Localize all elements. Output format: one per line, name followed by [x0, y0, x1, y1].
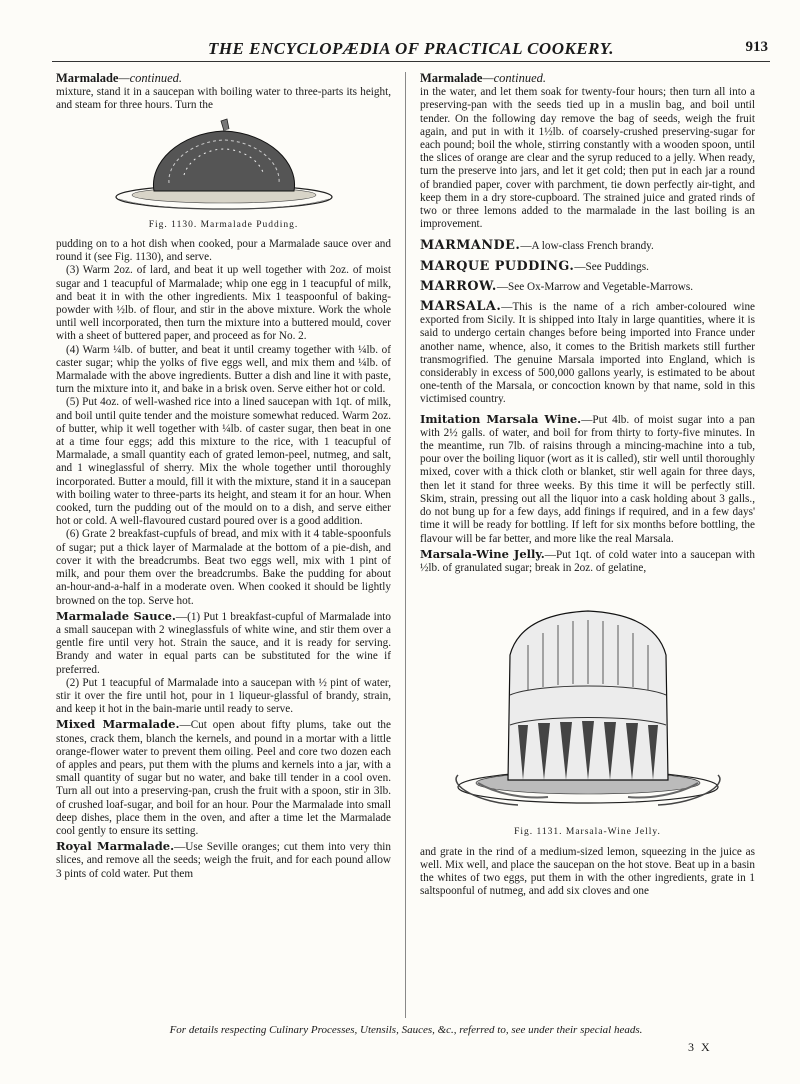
continued-headword: Marmalade: [56, 71, 119, 85]
entry-headword: Marsala-Wine Jelly.: [420, 546, 545, 561]
paragraph: (4) Warm ¼lb. of butter, and beat it until creamy together with ¼lb. of caster sugar; whip the yolks of five eggs well, and mix them and ¼lb. of Marmalade with the above ingredients. Butter a dish and line it with paste, turn the mixture into it, and bake in a brisk oven. Serve either hot or cold.: [56, 343, 391, 396]
entry-headword: Mixed Marmalade.: [56, 717, 180, 732]
entry-text: —(1) Put 1 breakfast-cupful of Marmalade into a small saucepan with 2 wineglassfuls of white wine, and stir them over a gentle fire until very hot. Strain the sauce, and it is ready for serving. Brandy and water in equal parts can be substituted for the wine if preferred.: [56, 610, 392, 676]
figure-caption: Fig. 1130. Marmalade Pudding.: [148, 219, 299, 230]
entry-mixed-marmalade: [56, 718, 391, 838]
entry-headword: MARMANDE.: [420, 238, 521, 254]
entry-headword: MARQUE PUDDING.: [420, 258, 575, 274]
page-footer-note: For details respecting Culinary Processes, Utensils, Sauces, &c., referred to, see under their special heads.: [169, 1024, 643, 1036]
marmalade-pudding-illustration: [109, 113, 339, 213]
entry-marmande: [420, 239, 755, 253]
entry-text: —Cut open about fifty plums, take out the stones, crack them, blanch the kernels, and pound in a mortar with a little orange-flower water to prevent them oiling. Peel and core two dozen each of apples and pears, put them with the plums and kernels into a jar, with a small quantity of sugar but no water, and bake till tender in a cool oven. Turn all out into a preserving-pan, crush the fruit with a spoon, stir in 3lb. of crushed loaf-sugar, and boil for an hour. Pour the Marmalade into small deep dishes, place them in the oven, and after a time let the Marmalade cool gently to ensure its setting.: [56, 719, 391, 837]
continued-label: —continued.: [482, 71, 547, 85]
signature-mark: 3 X: [688, 1040, 712, 1054]
entry-headword: MARROW.: [420, 278, 497, 294]
paragraph: (6) Grate 2 breakfast-cupfuls of bread, and mix with it 4 table-spoonfuls of sugar; put a thick layer of Marmalade at the bottom of a pie-dish, and cover it with the breadcrumbs. Beat two eggs well, mix with 1 pint of milk, and pour them over the breadcrumbs. Bake the pudding for about an-hour-and-a-half in a moderate oven. When cooked it should be lightly browned on the top. Serve hot.: [56, 528, 391, 607]
entry-text: —See Puddings.: [574, 260, 649, 273]
entry-text: —Use Seville oranges; cut them into very thin slices, and remove all the seeds; weigh the fruit, and for each pound allow 3 pints of cold water. Put them: [56, 841, 392, 880]
entry-marque-pudding: [420, 260, 755, 274]
page-number: 913: [745, 39, 768, 55]
entry-text: —This is the name of a rich amber-coloured wine exported from Sicily. It is shipped into Italy in large quantities, where it is said to undergo certain changes before being imported into France under another name, whence, also, it comes to the British markets still further transmogrified. The genuine Marsala imported into England, which is considerably in excess of 500,000 gallons yearly, is estimated to be about one-tenth of the Marsala, or concoction known by that name, sold in this victimised country.: [420, 301, 755, 406]
paragraph: in the water, and let them soak for twenty-four hours; then turn all into a preserving-pan with the seeds tied up in a muslin bag, and boil until tender. On the following day remove the bag of seeds, weigh the fruit again, and put in with it 1½lb. of coarsely-crushed preserving-sugar for each pound; boil the whole, stirring constantly with a wooden spoon, until the slices of orange are clear and the syrup reduced to a jelly. When ready, turn the preserve into jars, and let it get cold; then put in each jar a round of brandied paper, cover with parchment, tie down perfectly air-tight, and keep them in a dry store-cupboard. The strained juice and grated rinds of two or three lemons added to the marmalade in the last boiling is an improvement.: [420, 86, 755, 231]
entry-headword: Royal Marmalade.: [56, 839, 175, 854]
entry-marmalade-sauce: [56, 610, 391, 677]
entry-marrow: [420, 280, 755, 294]
paragraph: (5) Put 4oz. of well-washed rice into a lined saucepan with 1qt. of milk, and boil until quite tender and the moisture somewhat reduced. Warm 2oz. of butter, whip it well together with ¼lb. of caster sugar, then beat in one at a time four eggs; add this mixture to the rice, with 1 teacupful of Marmalade, a small quantity each of grated lemon-peel, nutmeg, and salt, and 1 wineglassful of sherry. Mix the whole together until thoroughly incorporated. Butter a mould, fill it with the mixture, stand it in a saucepan with boiling water to three-parts its height, and steam it for an hour. When cooked, turn the pudding out of the mould on to a dish, and serve either hot or cold. A well-flavoured custard poured over is a good addition.: [56, 396, 391, 528]
paragraph: and grate in the rind of a medium-sized lemon, squeezing in the juice as well. Mix well, and place the saucepan on the hot stove. Beat up in a basin the whites of two eggs, put them in with the other ingredients, grate in 1 saltspoonful of nutmeg, and add six cloves and one: [420, 845, 755, 898]
paragraph: mixture, stand it in a saucepan with boiling water to three-parts its height, and steam for three hours. Turn the: [56, 86, 391, 112]
page-header-title: THE ENCYCLOPÆDIA OF PRACTICAL COOKERY.: [207, 39, 615, 58]
right-column: [420, 72, 755, 898]
continued-label: —continued.: [118, 71, 183, 85]
entry-headword: Imitation Marsala Wine.: [420, 411, 582, 426]
continued-headword: Marmalade: [420, 71, 483, 85]
entry-text: —Put 1qt. of cold water into a saucepan with ½lb. of granulated sugar; break in 2oz. of gelatine,: [420, 548, 755, 574]
figure-marmalade-pudding: [56, 113, 391, 232]
entry-imitation-marsala: [420, 413, 755, 546]
paragraph: (3) Warm 2oz. of lard, and beat it up well together with 2oz. of moist sugar and 1 teacupful of Marmalade; whip one egg in 1 teacupful of milk, and beat it in with the other ingredients. Mix 1 teaspoonful of baking-powder with ½lb. of flour, and stir in the above mixture. Work the whole until well incorporated, then turn the mixture into a buttered mould, cover with a sheet of buttered paper, and proceed as for No. 2.: [56, 264, 391, 343]
entry-text: —See Ox-Marrow and Vegetable-Marrows.: [496, 280, 693, 293]
paragraph: (2) Put 1 teacupful of Marmalade into a saucepan with ½ pint of water, stir it over the fire until hot, pour in 1 liqueur-glassful of brandy, strain, and keep it hot in the bain-marie until ready to serve.: [56, 676, 391, 716]
continued-heading: [56, 72, 391, 85]
paragraph: pudding on to a hot dish when cooked, pour a Marmalade sauce over and round it (see Fig. 1130), and serve.: [56, 238, 391, 264]
running-header: [52, 37, 770, 62]
left-column: [56, 72, 391, 881]
marsala-jelly-illustration: [438, 575, 738, 820]
figure-marsala-wine-jelly: [420, 575, 755, 839]
entry-headword: MARSALA.: [420, 299, 502, 315]
entry-text: —A low-class French brandy.: [520, 240, 654, 253]
entry-royal-marmalade: [56, 840, 391, 881]
figure-caption: Fig. 1131. Marsala-Wine Jelly.: [514, 827, 661, 838]
entry-headword: Marmalade Sauce.: [56, 608, 176, 623]
entry-marsala-wine-jelly: [420, 548, 755, 575]
entry-marsala: [420, 300, 755, 407]
column-divider: [405, 72, 406, 1018]
continued-heading: [420, 72, 755, 85]
entry-text: —Put 4lb. of moist sugar into a pan with 2½ galls. of water, and boil for from thirty to forty-five minutes. In the meantime, run 7lb. of raisins through a mincing-machine into a tub, pour over the boiling liquor (wort as it is called), stir well until thoroughly mixed, cover with a thick cloth or blanket, stir well again for three days, then let it stand for three weeks. By this time it will be perfectly still. Skim, strain, pressing out all the liquor into a cask holding about 3 galls., do not bung up for a few days, add finings if required, and in a few days' time it will be ready for bottling. If left for six months before bottling, the flavour will be far better, and more like the real Marsala.: [420, 413, 755, 545]
